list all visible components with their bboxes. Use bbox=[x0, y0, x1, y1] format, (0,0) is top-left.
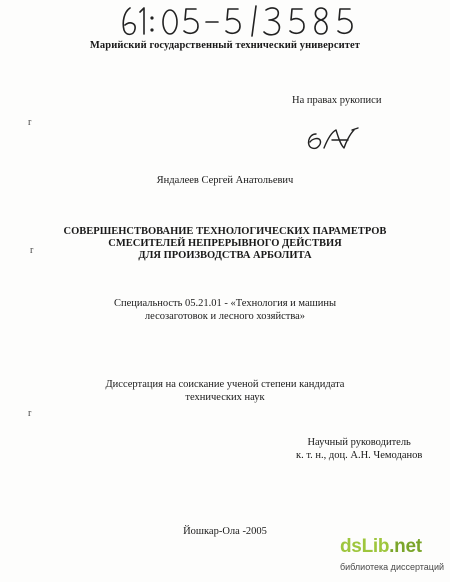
margin-mark: r bbox=[28, 117, 32, 128]
rights-note: На правах рукописи bbox=[292, 95, 382, 106]
title-line: ДЛЯ ПРОИЗВОДСТВА АРБОЛИТА bbox=[138, 250, 312, 261]
dslib-watermark[interactable] bbox=[340, 536, 448, 580]
signature-mark bbox=[302, 124, 362, 156]
university-name: Марийский государственный технический университет bbox=[89, 40, 361, 51]
specialty-line: лесозаготовок и лесного хозяйства» bbox=[144, 311, 306, 322]
margin-mark: r bbox=[28, 408, 32, 419]
signature-drawing bbox=[302, 124, 362, 156]
degree-line: Диссертация на соискание ученой степени кандидата bbox=[105, 379, 345, 390]
author-name: Яндалеев Сергей Анатольевич bbox=[156, 175, 294, 186]
dissertation-degree bbox=[0, 378, 450, 404]
specialty bbox=[0, 297, 450, 323]
handwritten-archive-number bbox=[118, 4, 358, 38]
advisor-line: к. т. н., доц. А.Н. Чемоданов bbox=[296, 450, 423, 461]
logo-main: dsLib bbox=[340, 536, 390, 557]
specialty-line: Специальность 05.21.01 - «Технология и машины bbox=[113, 298, 337, 309]
title-line: СОВЕРШЕНСТВОВАНИЕ ТЕХНОЛОГИЧЕСКИХ ПАРАМЕТРОВ bbox=[63, 226, 387, 237]
advisor-line: Научный руководитель bbox=[307, 437, 411, 448]
dslib-logo bbox=[340, 536, 448, 558]
margin-mark: r bbox=[30, 245, 34, 256]
dissertation-title bbox=[0, 226, 450, 262]
title-line: СМЕСИТЕЛЕЙ НЕПРЕРЫВНОГО ДЕЙСТВИЯ bbox=[108, 238, 342, 249]
scientific-advisor bbox=[296, 436, 422, 462]
handwritten-number-drawing bbox=[118, 4, 358, 38]
logo-tld: .net bbox=[389, 536, 422, 557]
watermark-subtitle: библиотека диссертаций bbox=[340, 562, 445, 572]
city-year: Йошкар-Ола -2005 bbox=[183, 526, 267, 537]
degree-line: технических наук bbox=[185, 392, 265, 403]
